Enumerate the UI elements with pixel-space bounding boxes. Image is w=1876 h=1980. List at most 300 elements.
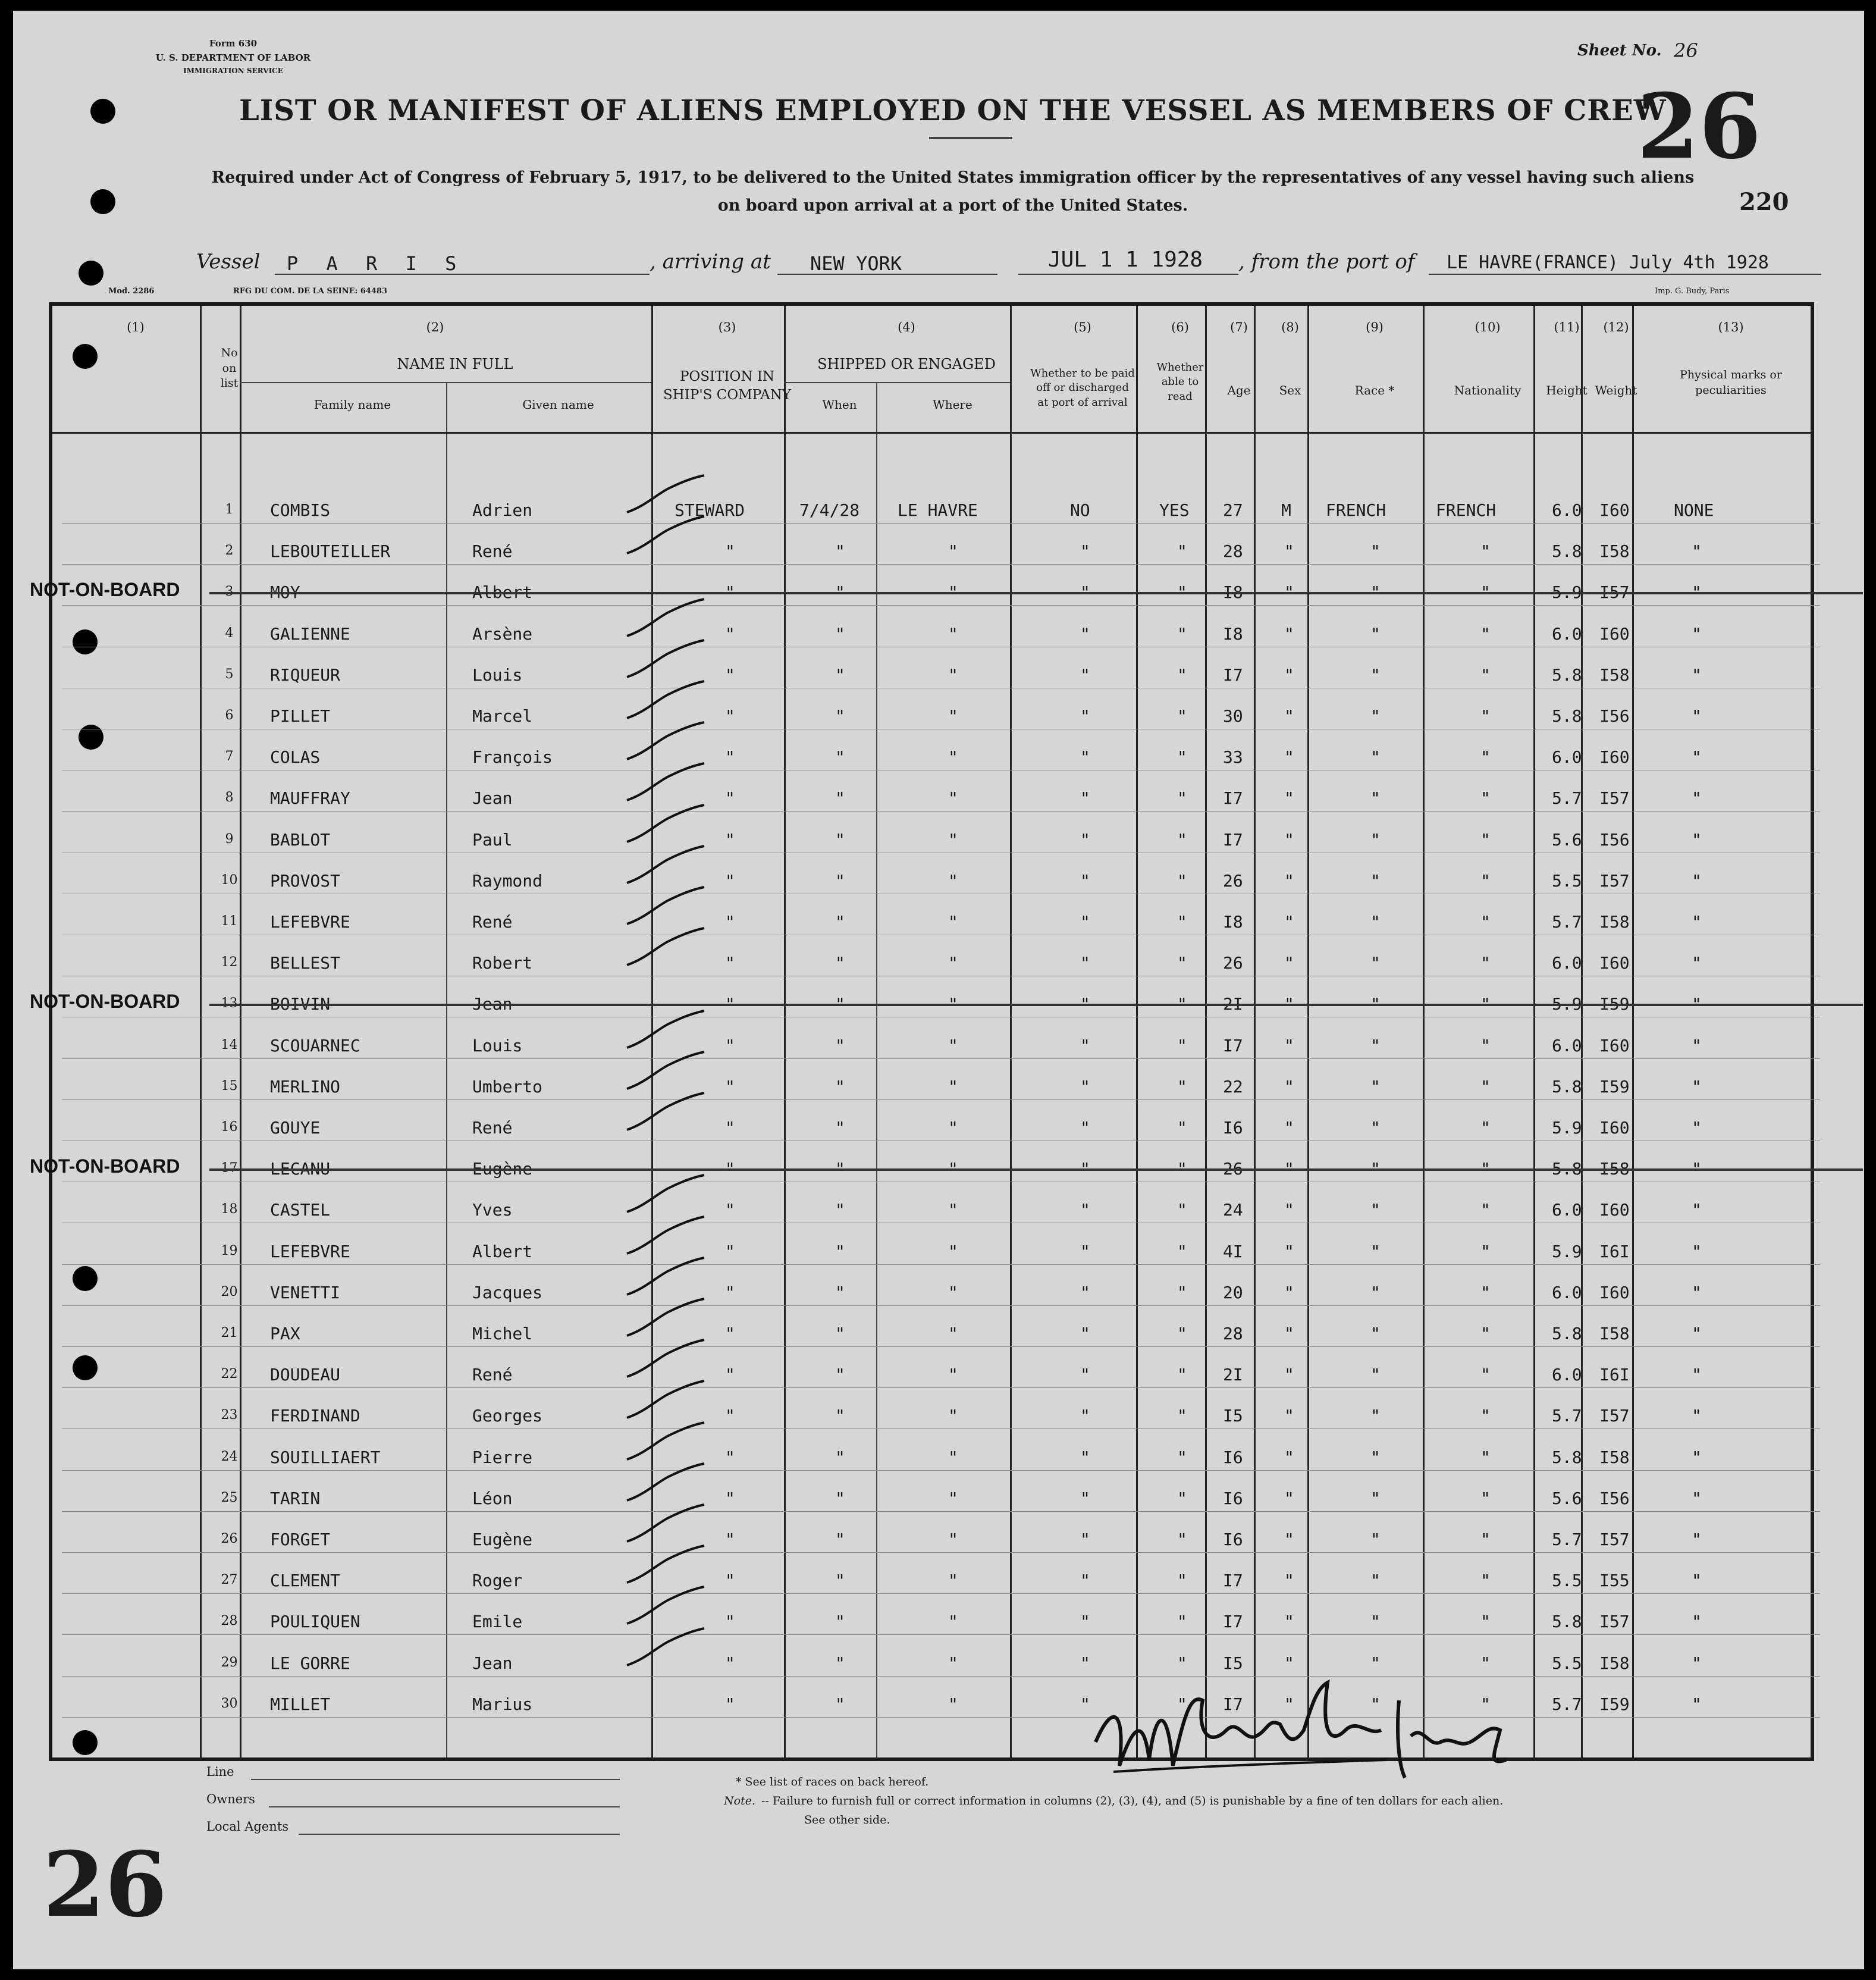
able-to-read: "	[1177, 1282, 1187, 1302]
shipped-when: "	[835, 1324, 845, 1343]
able-to-read: "	[1177, 994, 1187, 1014]
family-name: LEFEBVRE	[270, 912, 350, 932]
row-number: 8	[225, 790, 234, 806]
row-number: 19	[221, 1243, 238, 1258]
sex: "	[1284, 912, 1294, 932]
age: 24	[1223, 1200, 1243, 1220]
strike-line	[209, 1168, 1863, 1171]
shipped-when: "	[835, 1159, 845, 1179]
shipped-where: "	[948, 706, 958, 726]
race: "	[1370, 788, 1381, 809]
nationality: "	[1480, 1035, 1491, 1055]
weight: I58	[1599, 665, 1630, 685]
physical-marks: "	[1692, 582, 1702, 603]
shipped-when: "	[835, 953, 845, 973]
header-family-name: Family name	[313, 397, 391, 412]
able-to-read: "	[1177, 1530, 1187, 1549]
family-name: SCOUARNEC	[270, 1035, 360, 1055]
physical-marks: "	[1692, 1076, 1702, 1096]
physical-marks: "	[1692, 541, 1702, 562]
row-number: 10	[221, 872, 238, 888]
height: 5.7	[1552, 1694, 1582, 1714]
height: 6.0	[1552, 1200, 1582, 1220]
arriving-label: , arriving at	[650, 250, 771, 274]
shipped-where: "	[948, 994, 958, 1014]
weight: I56	[1599, 829, 1630, 850]
height: 6.0	[1552, 1365, 1582, 1385]
row-number: 25	[221, 1490, 238, 1505]
header-sex: Sex	[1279, 383, 1301, 397]
physical-marks: "	[1692, 1200, 1702, 1220]
header-when: When	[822, 397, 857, 412]
race: "	[1370, 706, 1381, 726]
row-rule	[62, 1676, 1820, 1677]
position: "	[725, 665, 735, 685]
age: I5	[1223, 1406, 1243, 1426]
punch-hole	[90, 189, 115, 214]
race: "	[1370, 1365, 1381, 1385]
row-rule	[62, 1717, 1820, 1718]
given-name: Eugène	[472, 1159, 533, 1179]
shipped-where: "	[948, 1571, 958, 1591]
paid-off: "	[1080, 788, 1090, 809]
shipped-where: "	[948, 1447, 958, 1467]
shipped-where: "	[948, 1200, 958, 1220]
physical-marks: "	[1692, 747, 1702, 767]
height: 5.5	[1552, 870, 1582, 891]
nationality: FRENCH	[1436, 500, 1497, 520]
nationality: "	[1480, 1324, 1491, 1343]
age: I8	[1223, 912, 1243, 932]
nationality: "	[1480, 1447, 1491, 1467]
shipped-when: "	[835, 829, 845, 850]
given-name: Pierre	[472, 1447, 533, 1467]
weight: I60	[1599, 1118, 1630, 1138]
age: 4I	[1223, 1241, 1243, 1261]
height: 5.8	[1552, 1324, 1582, 1343]
sex: "	[1284, 953, 1294, 973]
sex: M	[1281, 500, 1291, 520]
race: "	[1370, 582, 1381, 603]
physical-marks: "	[1692, 1488, 1702, 1508]
height: 5.8	[1552, 541, 1582, 562]
row-rule	[62, 1428, 1820, 1429]
sex: "	[1284, 1488, 1294, 1508]
arrival-port: NEW YORK	[810, 252, 902, 275]
nationality: "	[1480, 1282, 1491, 1302]
row-number: 1	[225, 502, 234, 517]
able-to-read: "	[1177, 788, 1187, 809]
column-number: (13)	[1718, 320, 1744, 334]
position: STEWARD	[675, 500, 745, 520]
family-name: PILLET	[270, 706, 331, 726]
paid-off: NO	[1070, 500, 1090, 520]
row-number: 21	[221, 1326, 238, 1340]
row-number: 28	[221, 1614, 238, 1629]
given-name: François	[472, 747, 553, 767]
paid-off: "	[1080, 1365, 1090, 1385]
row-rule	[62, 1058, 1820, 1059]
family-name: BOIVIN	[270, 994, 331, 1014]
position: "	[725, 1282, 735, 1302]
row-number: 22	[221, 1367, 238, 1382]
paid-off: "	[1080, 1324, 1090, 1343]
able-to-read: "	[1177, 541, 1187, 562]
race: "	[1370, 541, 1381, 562]
position: "	[725, 829, 735, 850]
able-to-read: "	[1177, 1653, 1187, 1673]
subtitle-line-2: on board upon arrival at a port of the United States.	[717, 196, 1188, 215]
row-number: 9	[225, 831, 234, 847]
family-name: SOUILLIAERT	[270, 1447, 381, 1467]
age: 33	[1223, 747, 1243, 767]
shipped-where: "	[948, 1653, 958, 1673]
nationality: "	[1480, 788, 1491, 809]
paid-off: "	[1080, 624, 1090, 644]
paid-off: "	[1080, 1241, 1090, 1261]
age: 2I	[1223, 994, 1243, 1014]
header-where: Where	[933, 397, 972, 412]
race: "	[1370, 1324, 1381, 1343]
department-name: U. S. DEPARTMENT OF LABOR	[155, 52, 311, 63]
family-name: RIQUEUR	[270, 665, 341, 685]
age: I6	[1223, 1447, 1243, 1467]
height: 5.6	[1552, 829, 1582, 850]
subtitle-line-1: Required under Act of Congress of February 5, 1917, to be delivered to the United States immigration officer by the representatives of any vessel having such aliens	[211, 168, 1695, 187]
family-name: CASTEL	[270, 1200, 331, 1220]
family-name: POULIQUEN	[270, 1612, 360, 1632]
age: 26	[1223, 1159, 1243, 1179]
row-number: 11	[221, 914, 238, 929]
shipped-where: "	[948, 1282, 958, 1302]
age: I6	[1223, 1530, 1243, 1549]
weight: I57	[1599, 1530, 1630, 1549]
position: "	[725, 582, 735, 603]
position: "	[725, 1324, 735, 1343]
position: "	[725, 1076, 735, 1096]
header-given-name: Given name	[522, 397, 594, 412]
shipped-when: "	[835, 1241, 845, 1261]
physical-marks: "	[1692, 870, 1702, 891]
nationality: "	[1480, 1571, 1491, 1591]
paid-off: "	[1080, 1488, 1090, 1508]
punch-hole	[90, 99, 115, 124]
physical-marks: "	[1692, 1324, 1702, 1343]
position: "	[725, 1530, 735, 1549]
position: "	[725, 1365, 735, 1385]
able-to-read: "	[1177, 665, 1187, 685]
sheet-number-stamp: 26	[1637, 74, 1761, 179]
sex: "	[1284, 1406, 1294, 1426]
header-weight: Weight	[1595, 383, 1637, 397]
able-to-read: "	[1177, 1324, 1187, 1343]
shipped-where: "	[948, 829, 958, 850]
weight: I60	[1599, 624, 1630, 644]
physical-marks: "	[1692, 1282, 1702, 1302]
position: "	[725, 1159, 735, 1179]
nationality: "	[1480, 1406, 1491, 1426]
age: 28	[1223, 1324, 1243, 1343]
weight: I57	[1599, 870, 1630, 891]
row-rule	[62, 1264, 1820, 1265]
row-rule	[62, 1387, 1820, 1388]
paid-off: "	[1080, 582, 1090, 603]
given-name: Georges	[472, 1406, 543, 1426]
shipped-where: "	[948, 912, 958, 932]
sex: "	[1284, 1694, 1294, 1714]
vessel-underline	[275, 274, 650, 275]
agents-underline	[299, 1834, 620, 1835]
weight: I59	[1599, 1076, 1630, 1096]
given-name: Umberto	[472, 1076, 543, 1096]
physical-marks: "	[1692, 1035, 1702, 1055]
column-number: (3)	[718, 320, 736, 334]
shipped-where: "	[948, 1324, 958, 1343]
check-mark	[621, 512, 710, 565]
race: "	[1370, 1241, 1381, 1261]
column-number: (12)	[1603, 320, 1629, 334]
height: 5.7	[1552, 1406, 1582, 1426]
header-race: Race *	[1354, 383, 1395, 397]
position: "	[725, 1241, 735, 1261]
weight: I6I	[1599, 1241, 1630, 1261]
paid-off: "	[1080, 1200, 1090, 1220]
shipped-where: "	[948, 1530, 958, 1549]
family-name: LEFEBVRE	[270, 1241, 350, 1261]
physical-marks: "	[1692, 1241, 1702, 1261]
date-underline	[1018, 274, 1238, 275]
race: "	[1370, 1530, 1381, 1549]
family-name: FERDINAND	[270, 1406, 360, 1426]
port-underline	[777, 274, 997, 275]
able-to-read: "	[1177, 912, 1187, 932]
not-on-board-stamp: NOT-ON-BOARD	[30, 579, 180, 601]
weight: I57	[1599, 582, 1630, 603]
position: "	[725, 1118, 735, 1138]
header-name-in-full: NAME IN FULL	[397, 356, 513, 372]
able-to-read: "	[1177, 1612, 1187, 1632]
family-name: MILLET	[270, 1694, 331, 1714]
row-number: 7	[225, 749, 234, 765]
shipped-where: "	[948, 870, 958, 891]
row-number: 20	[221, 1284, 238, 1299]
not-on-board-stamp: NOT-ON-BOARD	[30, 1155, 180, 1177]
header-no-on-list: No on list	[220, 346, 239, 390]
shipped-when: "	[835, 1118, 845, 1138]
shipped-when: "	[835, 1653, 845, 1673]
physical-marks: "	[1692, 665, 1702, 685]
family-name: VENETTI	[270, 1282, 341, 1302]
column-number: (4)	[898, 320, 915, 334]
race: "	[1370, 1571, 1381, 1591]
paid-off: "	[1080, 1653, 1090, 1673]
sex: "	[1284, 1530, 1294, 1549]
weight: I58	[1599, 1324, 1630, 1343]
able-to-read: "	[1177, 1159, 1187, 1179]
race: "	[1370, 1694, 1381, 1714]
row-rule	[62, 1593, 1820, 1594]
height: 5.9	[1552, 582, 1582, 603]
given-name: Marcel	[472, 706, 533, 726]
shipped-when: "	[835, 788, 845, 809]
line-label: Line	[206, 1765, 234, 1779]
height: 5.5	[1552, 1653, 1582, 1673]
shipped-where: "	[948, 788, 958, 809]
see-other-side: See other side.	[804, 1813, 890, 1827]
able-to-read: "	[1177, 1694, 1187, 1714]
physical-marks: "	[1692, 1447, 1702, 1467]
physical-marks: "	[1692, 788, 1702, 809]
weight: I58	[1599, 1653, 1630, 1673]
nationality: "	[1480, 1159, 1491, 1179]
strike-line	[209, 592, 1863, 594]
given-name: Jean	[472, 1653, 513, 1673]
given-name: Eugène	[472, 1530, 533, 1549]
age: 26	[1223, 870, 1243, 891]
shipped-when: "	[835, 665, 845, 685]
row-rule	[62, 564, 1820, 565]
row-rule	[62, 523, 1820, 524]
position: "	[725, 1694, 735, 1714]
row-number: 17	[221, 1161, 238, 1176]
sex: "	[1284, 1365, 1294, 1385]
shipped-when: "	[835, 1200, 845, 1220]
shipped-where: "	[948, 1118, 958, 1138]
paid-off: "	[1080, 747, 1090, 767]
shipped-when: "	[835, 1282, 845, 1302]
given-name: Louis	[472, 1035, 523, 1055]
arrival-date-stamp: JUL 1 1 1928	[1048, 248, 1203, 272]
race: "	[1370, 870, 1381, 891]
able-to-read: "	[1177, 1076, 1187, 1096]
given-name: Jean	[472, 788, 513, 809]
shipped-when: "	[835, 706, 845, 726]
sheet-label: Sheet No.	[1577, 42, 1662, 59]
sex: "	[1284, 706, 1294, 726]
row-number: 14	[221, 1037, 238, 1052]
position: "	[725, 870, 735, 891]
given-name: Emile	[472, 1612, 523, 1632]
able-to-read: "	[1177, 1241, 1187, 1261]
sex: "	[1284, 1653, 1294, 1673]
family-name: BABLOT	[270, 829, 331, 850]
shipped-where: "	[948, 624, 958, 644]
row-number: 6	[225, 708, 234, 723]
age: 28	[1223, 541, 1243, 562]
position: "	[725, 624, 735, 644]
position: "	[725, 1653, 735, 1673]
shipped-when: "	[835, 541, 845, 562]
nationality: "	[1480, 1488, 1491, 1508]
physical-marks: "	[1692, 1571, 1702, 1591]
family-name: LEBOUTEILLER	[270, 541, 391, 562]
row-rule	[62, 1634, 1820, 1635]
shipped-where: "	[948, 747, 958, 767]
family-name: LE GORRE	[270, 1653, 350, 1673]
position: "	[725, 953, 735, 973]
from-port-label: , from the port of	[1238, 250, 1415, 274]
nationality: "	[1480, 706, 1491, 726]
row-rule	[62, 811, 1820, 812]
sex: "	[1284, 1200, 1294, 1220]
sex: "	[1284, 747, 1294, 767]
paid-off: "	[1080, 1282, 1090, 1302]
nationality: "	[1480, 1076, 1491, 1096]
nationality: "	[1480, 1118, 1491, 1138]
given-name: Arsène	[472, 624, 533, 644]
family-name: MOY	[270, 582, 300, 603]
physical-marks: "	[1692, 994, 1702, 1014]
family-name: FORGET	[270, 1530, 331, 1549]
shipped-where: "	[948, 541, 958, 562]
weight: I57	[1599, 788, 1630, 809]
given-name: Léon	[472, 1488, 513, 1508]
able-to-read: "	[1177, 1447, 1187, 1467]
shipped-where: "	[948, 1488, 958, 1508]
height: 5.9	[1552, 1241, 1582, 1261]
not-on-board-stamp: NOT-ON-BOARD	[30, 991, 180, 1013]
given-name: Robert	[472, 953, 533, 973]
race: "	[1370, 1282, 1381, 1302]
check-mark	[621, 923, 710, 977]
row-number: 12	[221, 955, 238, 970]
age: I7	[1223, 788, 1243, 809]
physical-marks: "	[1692, 912, 1702, 932]
sex: "	[1284, 788, 1294, 809]
position: "	[725, 1406, 735, 1426]
height: 5.8	[1552, 1159, 1582, 1179]
physical-marks: "	[1692, 829, 1702, 850]
position: "	[725, 1488, 735, 1508]
paid-off: "	[1080, 953, 1090, 973]
paid-off: "	[1080, 1076, 1090, 1096]
column-number: (5)	[1074, 320, 1091, 334]
column-number: (1)	[127, 320, 145, 334]
race: "	[1370, 624, 1381, 644]
sex: "	[1284, 829, 1294, 850]
sex: "	[1284, 1159, 1294, 1179]
row-number: 2	[225, 543, 234, 559]
given-name: Louis	[472, 665, 523, 685]
departure-port-date: LE HAVRE(FRANCE) July 4th 1928	[1447, 252, 1769, 273]
age: I7	[1223, 829, 1243, 850]
sheet-number: 26	[1674, 39, 1698, 62]
able-to-read: "	[1177, 1488, 1187, 1508]
position: "	[725, 994, 735, 1014]
header-shipped-engaged: SHIPPED OR ENGAGED	[817, 356, 996, 372]
given-name: Adrien	[472, 500, 533, 520]
physical-marks: NONE	[1674, 500, 1714, 520]
weight: I57	[1599, 1406, 1630, 1426]
race: "	[1370, 1035, 1381, 1055]
shipped-where: LE HAVRE	[898, 500, 978, 520]
nationality: "	[1480, 1200, 1491, 1220]
sex: "	[1284, 582, 1294, 603]
row-rule	[62, 605, 1820, 606]
age: 22	[1223, 1076, 1243, 1096]
weight: I56	[1599, 1488, 1630, 1508]
family-name: COLAS	[270, 747, 321, 767]
row-rule	[62, 1305, 1820, 1306]
paid-off: "	[1080, 1530, 1090, 1549]
registry-number: RFG DU COM. DE LA SEINE: 64483	[233, 287, 388, 296]
able-to-read: "	[1177, 706, 1187, 726]
paid-off: "	[1080, 1406, 1090, 1426]
physical-marks: "	[1692, 1406, 1702, 1426]
age: I6	[1223, 1118, 1243, 1138]
nationality: "	[1480, 953, 1491, 973]
sex: "	[1284, 541, 1294, 562]
